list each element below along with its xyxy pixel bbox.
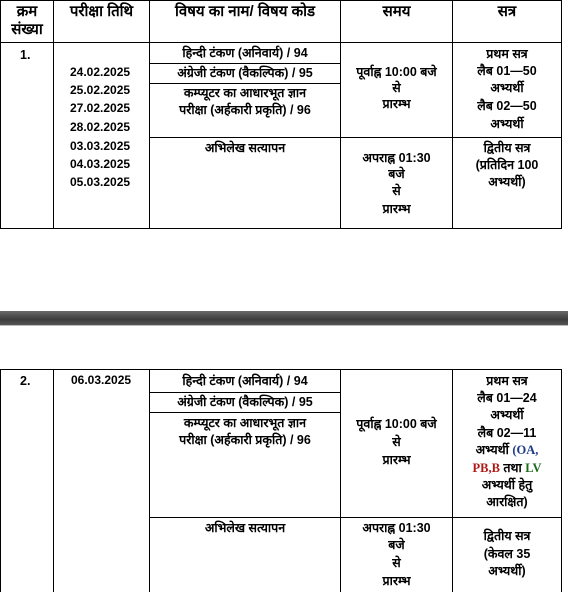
header-exam-date: परीक्षा तिथि (69, 3, 134, 20)
page-separator-shadow (0, 325, 568, 326)
reserved-tatha: तथा (503, 461, 522, 475)
subject-computer-basics-line2: परीक्षा (अर्हकारी प्रकृति) / 96 (179, 103, 311, 117)
session-second: (प्रतिदिन 100 (475, 158, 539, 172)
time-afternoon: से (392, 556, 401, 570)
page-separator (0, 311, 568, 325)
session-second: द्वितीय सत्र (483, 529, 531, 543)
session-second: (केवल 35 (483, 547, 531, 561)
exam-date: 27.02.2025 (70, 101, 131, 115)
time-afternoon: अपराह्न 01:30 (362, 151, 431, 165)
subject-computer-basics-line2: परीक्षा (अर्हकारी प्रकृति) / 96 (179, 433, 311, 447)
subject-english-typing: अंग्रेजी टंकण (वैकल्पिक) / 95 (177, 66, 313, 80)
time-morning: प्रारम्भ (382, 453, 411, 467)
subject-computer-basics-line1: कम्प्यूटर का आधारभूत ज्ञान (183, 86, 307, 100)
exam-date: 06.03.2025 (71, 373, 132, 387)
session-first: अभ्यर्थी (490, 408, 524, 422)
reserved-pb: PB,B (472, 461, 500, 475)
exam-date: 04.03.2025 (70, 157, 131, 171)
record-verification: अभिलेख सत्यापन (204, 141, 286, 155)
reserved-lv: LV (525, 461, 542, 475)
session-second: अभ्यर्थी) (488, 564, 526, 578)
time-afternoon: से (392, 184, 401, 198)
session-first: लैब 02—11 (477, 426, 537, 440)
exam-date: 25.02.2025 (70, 83, 131, 97)
reserved-oa: (OA, (512, 443, 539, 457)
time-afternoon: बजे (388, 167, 405, 181)
time-morning: से (392, 81, 401, 95)
serial-number: 1. (20, 48, 31, 62)
header-time: समय (382, 3, 411, 20)
time-morning: से (392, 435, 401, 449)
session-first: अभ्यर्थी (490, 117, 524, 131)
reserved-line2: अभ्यर्थी हेतु (481, 478, 533, 492)
serial-number: 2. (20, 374, 31, 388)
session-first-candidate: अभ्यर्थी (475, 443, 509, 457)
reserved-categories (453, 460, 561, 476)
header-serial-line1: क्रम (16, 3, 38, 20)
session-first: लैब 01—50 (477, 64, 537, 78)
exam-date: 05.03.2025 (70, 175, 131, 189)
time-afternoon: अपराह्न 01:30 (362, 521, 431, 535)
session-second: अभ्यर्थी) (488, 175, 526, 189)
exam-date: 03.03.2025 (70, 139, 131, 153)
header-serial-line2: संख्या (11, 21, 43, 38)
session-first: प्रथम सत्र (486, 47, 528, 61)
time-afternoon: बजे (388, 538, 405, 552)
header-session: सत्र (497, 3, 517, 20)
session-second: द्वितीय सत्र (483, 141, 531, 155)
time-morning: प्रारम्भ (382, 97, 411, 111)
session-first: अभ्यर्थी (490, 81, 524, 95)
session-first-reserved (453, 442, 561, 458)
time-afternoon: प्रारम्भ (382, 202, 411, 216)
reserved-line3: आरक्षित) (486, 495, 528, 509)
session-first: प्रथम सत्र (486, 374, 528, 388)
time-morning: पूर्वाह्न 10:00 बजे (356, 417, 437, 431)
exam-date: 24.02.2025 (70, 65, 131, 79)
subject-hindi-typing: हिन्दी टंकण (अनिवार्य) / 94 (182, 46, 308, 60)
record-verification: अभिलेख सत्यापन (204, 521, 286, 535)
exam-date: 28.02.2025 (70, 120, 131, 134)
session-first: लैब 01—24 (477, 391, 537, 405)
time-afternoon: प्रारम्भ (382, 574, 411, 588)
header-subject: विषय का नाम/ विषय कोड (174, 3, 316, 20)
subject-english-typing: अंग्रेजी टंकण (वैकल्पिक) / 95 (177, 395, 313, 409)
subject-hindi-typing: हिन्दी टंकण (अनिवार्य) / 94 (182, 374, 308, 388)
session-first: लैब 02—50 (477, 99, 537, 113)
subject-computer-basics-line1: कम्प्यूटर का आधारभूत ज्ञान (183, 416, 307, 430)
time-morning: पूर्वाह्न 10:00 बजे (356, 65, 437, 79)
